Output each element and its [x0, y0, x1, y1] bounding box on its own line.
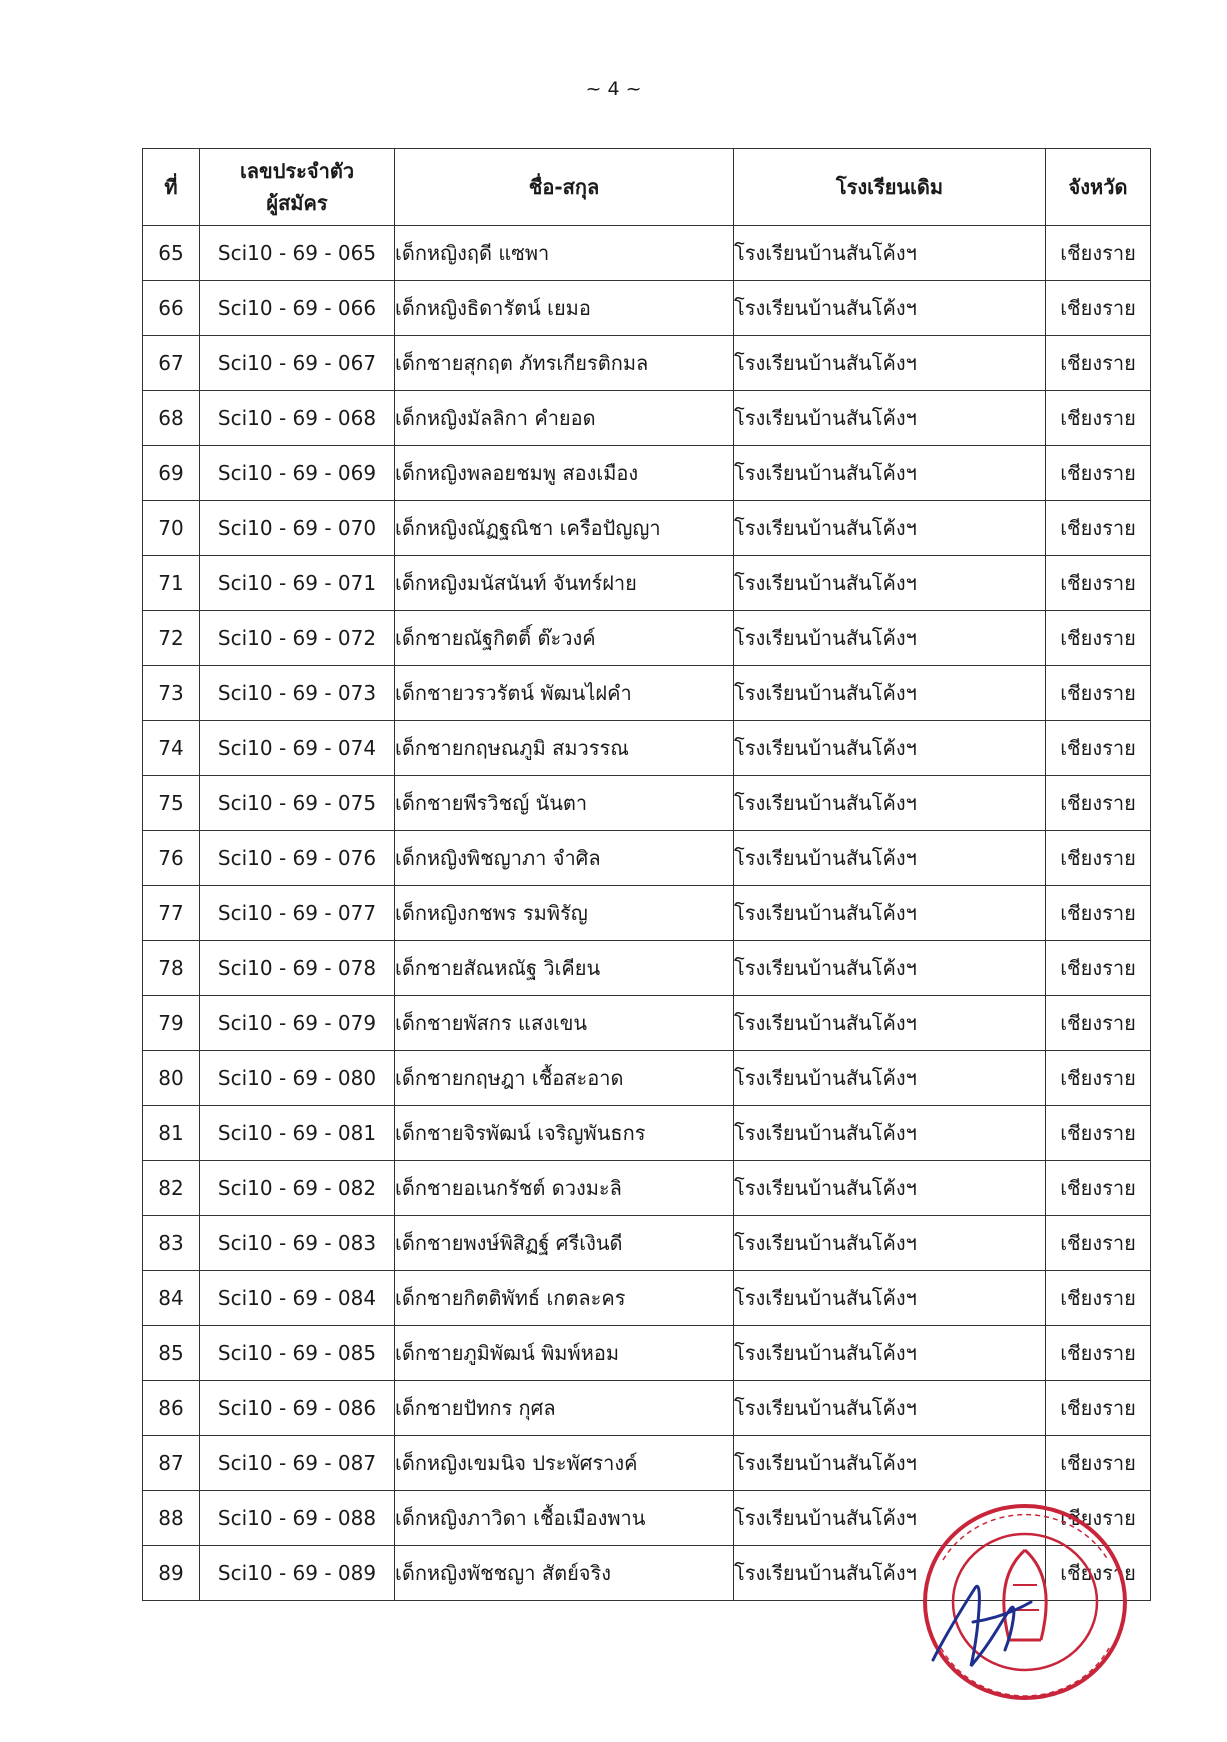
cell-no: 68 — [143, 391, 200, 446]
cell-applicant-id: Sci10 - 69 - 074 — [200, 721, 395, 776]
table-header-row — [143, 149, 1151, 226]
cell-no: 73 — [143, 666, 200, 721]
cell-no: 87 — [143, 1436, 200, 1491]
cell-province: เชียงราย — [1046, 1546, 1151, 1601]
applicant-table — [142, 148, 1151, 1601]
header-applicant-id — [200, 149, 395, 226]
cell-school: โรงเรียนบ้านสันโค้งฯ — [734, 1326, 1046, 1381]
cell-province: เชียงราย — [1046, 281, 1151, 336]
cell-province: เชียงราย — [1046, 776, 1151, 831]
header-applicant-id-line2: ผู้สมัคร — [266, 191, 328, 215]
cell-name: เด็กชายปัทกร กุศล — [395, 1381, 734, 1436]
cell-no: 65 — [143, 226, 200, 281]
cell-school: โรงเรียนบ้านสันโค้งฯ — [734, 336, 1046, 391]
table-row — [143, 336, 1151, 391]
table-row — [143, 611, 1151, 666]
table-row — [143, 886, 1151, 941]
cell-no: 85 — [143, 1326, 200, 1381]
table-row — [143, 1271, 1151, 1326]
cell-school: โรงเรียนบ้านสันโค้งฯ — [734, 1051, 1046, 1106]
cell-province: เชียงราย — [1046, 556, 1151, 611]
cell-name: เด็กหญิงพิชญาภา จำศิล — [395, 831, 734, 886]
cell-province: เชียงราย — [1046, 666, 1151, 721]
cell-no: 76 — [143, 831, 200, 886]
cell-name: เด็กชายจิรพัฒน์ เจริญพันธกร — [395, 1106, 734, 1161]
table-row — [143, 666, 1151, 721]
cell-school: โรงเรียนบ้านสันโค้งฯ — [734, 1271, 1046, 1326]
cell-no: 72 — [143, 611, 200, 666]
header-no: ที่ — [143, 149, 200, 226]
cell-applicant-id: Sci10 - 69 - 085 — [200, 1326, 395, 1381]
cell-name: เด็กชายกฤษณภูมิ สมวรรณ — [395, 721, 734, 776]
cell-name: เด็กหญิงฤดี แซพา — [395, 226, 734, 281]
cell-school: โรงเรียนบ้านสันโค้งฯ — [734, 941, 1046, 996]
cell-no: 67 — [143, 336, 200, 391]
cell-province: เชียงราย — [1046, 1491, 1151, 1546]
cell-applicant-id: Sci10 - 69 - 076 — [200, 831, 395, 886]
cell-name: เด็กหญิงพลอยชมพู สองเมือง — [395, 446, 734, 501]
cell-applicant-id: Sci10 - 69 - 070 — [200, 501, 395, 556]
cell-name: เด็กหญิงมัลลิกา คำยอด — [395, 391, 734, 446]
cell-province: เชียงราย — [1046, 1381, 1151, 1436]
cell-province: เชียงราย — [1046, 1051, 1151, 1106]
cell-province: เชียงราย — [1046, 886, 1151, 941]
cell-school: โรงเรียนบ้านสันโค้งฯ — [734, 831, 1046, 886]
cell-province: เชียงราย — [1046, 611, 1151, 666]
cell-no: 75 — [143, 776, 200, 831]
cell-school: โรงเรียนบ้านสันโค้งฯ — [734, 1216, 1046, 1271]
table-row — [143, 391, 1151, 446]
table-row — [143, 226, 1151, 281]
cell-province: เชียงราย — [1046, 721, 1151, 776]
cell-school: โรงเรียนบ้านสันโค้งฯ — [734, 281, 1046, 336]
cell-no: 83 — [143, 1216, 200, 1271]
table-row — [143, 556, 1151, 611]
cell-school: โรงเรียนบ้านสันโค้งฯ — [734, 1161, 1046, 1216]
cell-no: 70 — [143, 501, 200, 556]
cell-school: โรงเรียนบ้านสันโค้งฯ — [734, 556, 1046, 611]
cell-applicant-id: Sci10 - 69 - 066 — [200, 281, 395, 336]
cell-no: 82 — [143, 1161, 200, 1216]
cell-name: เด็กชายณัฐกิตติ์ ต๊ะวงค์ — [395, 611, 734, 666]
cell-no: 74 — [143, 721, 200, 776]
cell-province: เชียงราย — [1046, 501, 1151, 556]
cell-applicant-id: Sci10 - 69 - 080 — [200, 1051, 395, 1106]
cell-no: 88 — [143, 1491, 200, 1546]
cell-applicant-id: Sci10 - 69 - 065 — [200, 226, 395, 281]
cell-school: โรงเรียนบ้านสันโค้งฯ — [734, 501, 1046, 556]
cell-school: โรงเรียนบ้านสันโค้งฯ — [734, 886, 1046, 941]
cell-name: เด็กหญิงภาวิดา เชื้อเมืองพาน — [395, 1491, 734, 1546]
cell-no: 86 — [143, 1381, 200, 1436]
cell-applicant-id: Sci10 - 69 - 082 — [200, 1161, 395, 1216]
cell-province: เชียงราย — [1046, 336, 1151, 391]
cell-school: โรงเรียนบ้านสันโค้งฯ — [734, 666, 1046, 721]
cell-name: เด็กหญิงณัฏฐณิชา เครือปัญญา — [395, 501, 734, 556]
cell-no: 71 — [143, 556, 200, 611]
header-name: ชื่อ-สกุล — [395, 149, 734, 226]
cell-school: โรงเรียนบ้านสันโค้งฯ — [734, 996, 1046, 1051]
cell-name: เด็กหญิงเขมนิจ ประพัศรางค์ — [395, 1436, 734, 1491]
table-row — [143, 831, 1151, 886]
table-body — [143, 226, 1151, 1601]
cell-no: 78 — [143, 941, 200, 996]
cell-province: เชียงราย — [1046, 1161, 1151, 1216]
cell-province: เชียงราย — [1046, 1106, 1151, 1161]
cell-province: เชียงราย — [1046, 831, 1151, 886]
cell-no: 69 — [143, 446, 200, 501]
cell-school: โรงเรียนบ้านสันโค้งฯ — [734, 721, 1046, 776]
cell-name: เด็กชายกฤษฎา เชื้อสะอาด — [395, 1051, 734, 1106]
cell-applicant-id: Sci10 - 69 - 079 — [200, 996, 395, 1051]
cell-applicant-id: Sci10 - 69 - 067 — [200, 336, 395, 391]
header-school: โรงเรียนเดิม — [734, 149, 1046, 226]
table-row — [143, 721, 1151, 776]
school-seal-icon — [913, 1490, 1143, 1710]
cell-school: โรงเรียนบ้านสันโค้งฯ — [734, 446, 1046, 501]
cell-school: โรงเรียนบ้านสันโค้งฯ — [734, 1546, 1046, 1601]
cell-applicant-id: Sci10 - 69 - 088 — [200, 1491, 395, 1546]
table-row — [143, 1436, 1151, 1491]
cell-name: เด็กชายกิตติพัทธ์ เกตละคร — [395, 1271, 734, 1326]
cell-no: 66 — [143, 281, 200, 336]
cell-no: 84 — [143, 1271, 200, 1326]
header-applicant-id-line1: เลขประจำตัว — [239, 159, 355, 183]
cell-school: โรงเรียนบ้านสันโค้งฯ — [734, 1106, 1046, 1161]
cell-applicant-id: Sci10 - 69 - 069 — [200, 446, 395, 501]
cell-applicant-id: Sci10 - 69 - 086 — [200, 1381, 395, 1436]
table-row — [143, 446, 1151, 501]
cell-applicant-id: Sci10 - 69 - 084 — [200, 1271, 395, 1326]
cell-province: เชียงราย — [1046, 446, 1151, 501]
cell-no: 77 — [143, 886, 200, 941]
cell-applicant-id: Sci10 - 69 - 068 — [200, 391, 395, 446]
cell-name: เด็กชายภูมิพัฒน์ พิมพ์หอม — [395, 1326, 734, 1381]
cell-name: เด็กชายสัณหณัฐ วิเคียน — [395, 941, 734, 996]
cell-school: โรงเรียนบ้านสันโค้งฯ — [734, 391, 1046, 446]
cell-applicant-id: Sci10 - 69 - 075 — [200, 776, 395, 831]
table-row — [143, 996, 1151, 1051]
cell-school: โรงเรียนบ้านสันโค้งฯ — [734, 776, 1046, 831]
cell-applicant-id: Sci10 - 69 - 087 — [200, 1436, 395, 1491]
cell-school: โรงเรียนบ้านสันโค้งฯ — [734, 611, 1046, 666]
table-row — [143, 501, 1151, 556]
cell-applicant-id: Sci10 - 69 - 083 — [200, 1216, 395, 1271]
cell-province: เชียงราย — [1046, 226, 1151, 281]
table-row — [143, 1051, 1151, 1106]
cell-school: โรงเรียนบ้านสันโค้งฯ — [734, 226, 1046, 281]
cell-name: เด็กหญิงมนัสนันท์ จันทร์ฝาย — [395, 556, 734, 611]
cell-name: เด็กหญิงกชพร รมพิรัญ — [395, 886, 734, 941]
cell-name: เด็กชายวรวรัตน์ พัฒนไฝคำ — [395, 666, 734, 721]
table-row — [143, 1106, 1151, 1161]
cell-applicant-id: Sci10 - 69 - 081 — [200, 1106, 395, 1161]
cell-province: เชียงราย — [1046, 391, 1151, 446]
cell-province: เชียงราย — [1046, 996, 1151, 1051]
cell-applicant-id: Sci10 - 69 - 089 — [200, 1546, 395, 1601]
cell-province: เชียงราย — [1046, 1271, 1151, 1326]
cell-province: เชียงราย — [1046, 941, 1151, 996]
cell-no: 89 — [143, 1546, 200, 1601]
table-row — [143, 1216, 1151, 1271]
cell-applicant-id: Sci10 - 69 - 073 — [200, 666, 395, 721]
cell-province: เชียงราย — [1046, 1216, 1151, 1271]
cell-name: เด็กหญิงพัชชญา สัตย์จริง — [395, 1546, 734, 1601]
table-row — [143, 776, 1151, 831]
page-number: ~ 4 ~ — [585, 78, 642, 100]
cell-name: เด็กหญิงธิดารัตน์ เยมอ — [395, 281, 734, 336]
cell-no: 81 — [143, 1106, 200, 1161]
cell-name: เด็กชายพัสกร แสงเขน — [395, 996, 734, 1051]
header-province: จังหวัด — [1046, 149, 1151, 226]
cell-applicant-id: Sci10 - 69 - 077 — [200, 886, 395, 941]
cell-school: โรงเรียนบ้านสันโค้งฯ — [734, 1381, 1046, 1436]
cell-no: 79 — [143, 996, 200, 1051]
cell-province: เชียงราย — [1046, 1436, 1151, 1491]
cell-name: เด็กชายพงษ์พิสิฏฐ์ ศรีเงินดี — [395, 1216, 734, 1271]
table-row — [143, 1161, 1151, 1216]
cell-school: โรงเรียนบ้านสันโค้งฯ — [734, 1491, 1046, 1546]
cell-applicant-id: Sci10 - 69 - 071 — [200, 556, 395, 611]
table-row — [143, 1381, 1151, 1436]
table-row — [143, 281, 1151, 336]
cell-applicant-id: Sci10 - 69 - 078 — [200, 941, 395, 996]
cell-applicant-id: Sci10 - 69 - 072 — [200, 611, 395, 666]
cell-province: เชียงราย — [1046, 1326, 1151, 1381]
cell-name: เด็กชายพีรวิชญ์ นันตา — [395, 776, 734, 831]
cell-name: เด็กชายอเนกรัชต์ ดวงมะลิ — [395, 1161, 734, 1216]
cell-no: 80 — [143, 1051, 200, 1106]
table-row — [143, 941, 1151, 996]
cell-name: เด็กชายสุกฤต ภัทรเกียรติกมล — [395, 336, 734, 391]
table-row — [143, 1326, 1151, 1381]
cell-school: โรงเรียนบ้านสันโค้งฯ — [734, 1436, 1046, 1491]
